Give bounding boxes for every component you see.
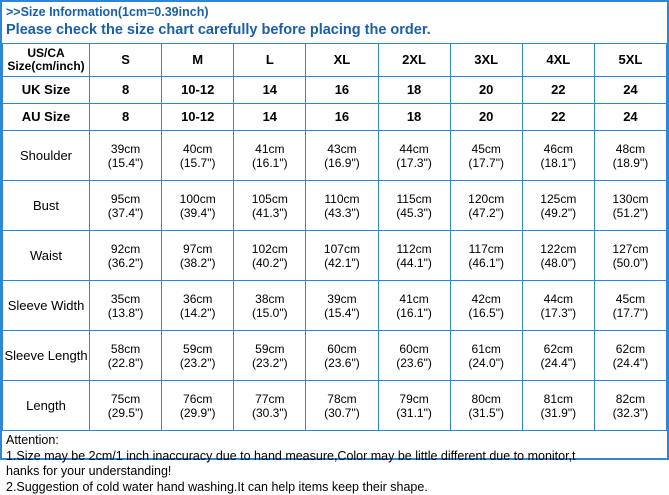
value-cm: 97cm: [163, 242, 232, 256]
value-inch: (36.2"): [91, 256, 160, 270]
table-cell: [306, 131, 378, 181]
attention-note-1: 1.Size may be 2cm/1 inch inaccuracy due to hand measure,Color may be little different due to monitor,t: [6, 449, 663, 465]
table-cell: [594, 281, 666, 331]
table-cell: [90, 381, 162, 431]
value-cm: 122cm: [524, 242, 593, 256]
table-cell: [522, 381, 594, 431]
value-cm: 100cm: [163, 192, 232, 206]
table-cell: 18: [378, 77, 450, 104]
value-inch: (30.7"): [307, 406, 376, 420]
table-cell: [162, 231, 234, 281]
table-cell: 14: [234, 104, 306, 131]
table-row: [3, 231, 667, 281]
table-cell: 10-12: [162, 104, 234, 131]
table-cell: [378, 281, 450, 331]
value-cm: 59cm: [163, 342, 232, 356]
table-row: [3, 181, 667, 231]
value-inch: (31.9"): [524, 406, 593, 420]
value-inch: (45.3"): [380, 206, 449, 220]
row-label: Shoulder: [3, 131, 90, 181]
value-cm: 112cm: [380, 242, 449, 256]
table-cell: 20: [450, 104, 522, 131]
value-inch: (24.4"): [596, 356, 665, 370]
value-cm: 105cm: [235, 192, 304, 206]
table-cell: [234, 181, 306, 231]
value-cm: 42cm: [452, 292, 521, 306]
row-label: Bust: [3, 181, 90, 231]
table-cell: 10-12: [162, 77, 234, 104]
table-cell: 24: [594, 104, 666, 131]
page-subtitle: Please check the size chart carefully before placing the order.: [2, 20, 667, 43]
table-cell: [90, 181, 162, 231]
value-inch: (32.3"): [596, 406, 665, 420]
value-cm: 125cm: [524, 192, 593, 206]
table-cell: [306, 181, 378, 231]
value-inch: (17.3"): [524, 306, 593, 320]
table-cell: [90, 281, 162, 331]
table-cell: [594, 181, 666, 231]
value-inch: (14.2"): [163, 306, 232, 320]
table-cell: 8: [90, 77, 162, 104]
table-cell: [90, 231, 162, 281]
attention-notes: [2, 431, 667, 495]
table-cell: [522, 131, 594, 181]
value-inch: (23.2"): [235, 356, 304, 370]
row-label: UK Size: [3, 77, 90, 104]
value-cm: 127cm: [596, 242, 665, 256]
table-cell: [90, 131, 162, 181]
table-cell: [450, 231, 522, 281]
table-cell: [378, 181, 450, 231]
value-inch: (23.2"): [163, 356, 232, 370]
table-cell: 8: [90, 104, 162, 131]
value-cm: 75cm: [91, 392, 160, 406]
table-cell: [234, 281, 306, 331]
value-inch: (17.3"): [380, 156, 449, 170]
value-inch: (13.8"): [91, 306, 160, 320]
column-header: M: [162, 44, 234, 77]
value-cm: 102cm: [235, 242, 304, 256]
table-cell: [306, 231, 378, 281]
column-header: 5XL: [594, 44, 666, 77]
value-cm: 48cm: [596, 142, 665, 156]
table-cell: [450, 131, 522, 181]
table-cell: [378, 381, 450, 431]
column-header: 4XL: [522, 44, 594, 77]
value-cm: 80cm: [452, 392, 521, 406]
value-inch: (39.4"): [163, 206, 232, 220]
table-cell: [594, 231, 666, 281]
table-cell: [450, 181, 522, 231]
value-inch: (42.1"): [307, 256, 376, 270]
value-cm: 39cm: [91, 142, 160, 156]
value-inch: (15.4"): [91, 156, 160, 170]
value-cm: 58cm: [91, 342, 160, 356]
value-inch: (29.9"): [163, 406, 232, 420]
value-cm: 36cm: [163, 292, 232, 306]
table-cell: [450, 331, 522, 381]
table-row: [3, 77, 667, 104]
value-inch: (16.1"): [380, 306, 449, 320]
table-cell: [522, 281, 594, 331]
row-label: Waist: [3, 231, 90, 281]
column-header: 3XL: [450, 44, 522, 77]
value-inch: (30.3"): [235, 406, 304, 420]
value-inch: (31.1"): [380, 406, 449, 420]
value-inch: (23.6"): [380, 356, 449, 370]
value-inch: (23.6"): [307, 356, 376, 370]
table-cell: [306, 381, 378, 431]
table-row: [3, 281, 667, 331]
table-cell: [234, 231, 306, 281]
table-cell: [378, 131, 450, 181]
value-inch: (18.1"): [524, 156, 593, 170]
table-cell: [306, 331, 378, 381]
row-label: Sleeve Length: [3, 331, 90, 381]
table-cell: 22: [522, 77, 594, 104]
table-cell: [306, 281, 378, 331]
value-cm: 41cm: [235, 142, 304, 156]
table-cell: [522, 231, 594, 281]
table-row: [3, 104, 667, 131]
value-cm: 40cm: [163, 142, 232, 156]
value-inch: (49.2"): [524, 206, 593, 220]
value-inch: (43.3"): [307, 206, 376, 220]
value-inch: (40.2"): [235, 256, 304, 270]
value-inch: (48.0"): [524, 256, 593, 270]
table-cell: 16: [306, 77, 378, 104]
value-cm: 35cm: [91, 292, 160, 306]
table-row: [3, 131, 667, 181]
table-cell: [234, 131, 306, 181]
value-cm: 92cm: [91, 242, 160, 256]
table-cell: 14: [234, 77, 306, 104]
value-cm: 60cm: [307, 342, 376, 356]
table-cell: [162, 381, 234, 431]
value-inch: (16.5"): [452, 306, 521, 320]
table-row: [3, 331, 667, 381]
value-inch: (31.5"): [452, 406, 521, 420]
value-cm: 62cm: [596, 342, 665, 356]
table-cell: 16: [306, 104, 378, 131]
row-label: AU Size: [3, 104, 90, 131]
value-cm: 110cm: [307, 192, 376, 206]
table-cell: [594, 131, 666, 181]
value-inch: (47.2"): [452, 206, 521, 220]
value-cm: 95cm: [91, 192, 160, 206]
value-cm: 59cm: [235, 342, 304, 356]
value-cm: 120cm: [452, 192, 521, 206]
value-cm: 44cm: [524, 292, 593, 306]
value-cm: 46cm: [524, 142, 593, 156]
value-cm: 38cm: [235, 292, 304, 306]
value-inch: (46.1"): [452, 256, 521, 270]
table-cell: [522, 181, 594, 231]
table-cell: [450, 381, 522, 431]
value-inch: (44.1"): [380, 256, 449, 270]
value-inch: (16.9"): [307, 156, 376, 170]
row-label: Sleeve Width: [3, 281, 90, 331]
value-inch: (18.9"): [596, 156, 665, 170]
value-cm: 45cm: [596, 292, 665, 306]
value-cm: 43cm: [307, 142, 376, 156]
column-header: L: [234, 44, 306, 77]
value-cm: 82cm: [596, 392, 665, 406]
value-inch: (50.0"): [596, 256, 665, 270]
table-cell: [90, 331, 162, 381]
table-cell: [162, 131, 234, 181]
value-cm: 45cm: [452, 142, 521, 156]
value-cm: 62cm: [524, 342, 593, 356]
table-cell: [450, 281, 522, 331]
value-cm: 61cm: [452, 342, 521, 356]
value-inch: (15.7"): [163, 156, 232, 170]
attention-note-1-cont: hanks for your understanding!: [6, 464, 663, 480]
value-inch: (41.3"): [235, 206, 304, 220]
value-cm: 117cm: [452, 242, 521, 256]
value-inch: (38.2"): [163, 256, 232, 270]
value-inch: (29.5"): [91, 406, 160, 420]
table-cell: [594, 331, 666, 381]
value-cm: 115cm: [380, 192, 449, 206]
value-inch: (15.0"): [235, 306, 304, 320]
row-label-header: US/CA Size(cm/inch): [3, 44, 90, 77]
table-cell: 24: [594, 77, 666, 104]
value-inch: (24.4"): [524, 356, 593, 370]
table-cell: [378, 331, 450, 381]
table-cell: [378, 231, 450, 281]
attention-heading: Attention:: [6, 433, 663, 449]
table-header-row: [3, 44, 667, 77]
value-inch: (16.1"): [235, 156, 304, 170]
value-cm: 130cm: [596, 192, 665, 206]
value-inch: (51.2"): [596, 206, 665, 220]
value-inch: (24.0"): [452, 356, 521, 370]
table-cell: [522, 331, 594, 381]
value-inch: (17.7"): [452, 156, 521, 170]
table-cell: 20: [450, 77, 522, 104]
attention-note-2: 2.Suggestion of cold water hand washing.It can help items keep their shape.: [6, 480, 663, 495]
value-inch: (15.4"): [307, 306, 376, 320]
value-cm: 78cm: [307, 392, 376, 406]
table-cell: 22: [522, 104, 594, 131]
column-header: 2XL: [378, 44, 450, 77]
page-title: >>Size Information(1cm=0.39inch): [2, 2, 667, 20]
column-header: XL: [306, 44, 378, 77]
value-cm: 76cm: [163, 392, 232, 406]
table-cell: [594, 381, 666, 431]
table-cell: [234, 381, 306, 431]
value-cm: 39cm: [307, 292, 376, 306]
table-cell: [234, 331, 306, 381]
table-cell: [162, 281, 234, 331]
table-cell: [162, 181, 234, 231]
table-row: [3, 381, 667, 431]
value-cm: 77cm: [235, 392, 304, 406]
value-cm: 107cm: [307, 242, 376, 256]
size-chart-table: [2, 43, 667, 431]
value-cm: 60cm: [380, 342, 449, 356]
value-cm: 44cm: [380, 142, 449, 156]
row-label: Length: [3, 381, 90, 431]
value-cm: 81cm: [524, 392, 593, 406]
value-cm: 79cm: [380, 392, 449, 406]
value-inch: (37.4"): [91, 206, 160, 220]
table-cell: [162, 331, 234, 381]
table-cell: 18: [378, 104, 450, 131]
value-cm: 41cm: [380, 292, 449, 306]
column-header: S: [90, 44, 162, 77]
value-inch: (22.8"): [91, 356, 160, 370]
value-inch: (17.7"): [596, 306, 665, 320]
